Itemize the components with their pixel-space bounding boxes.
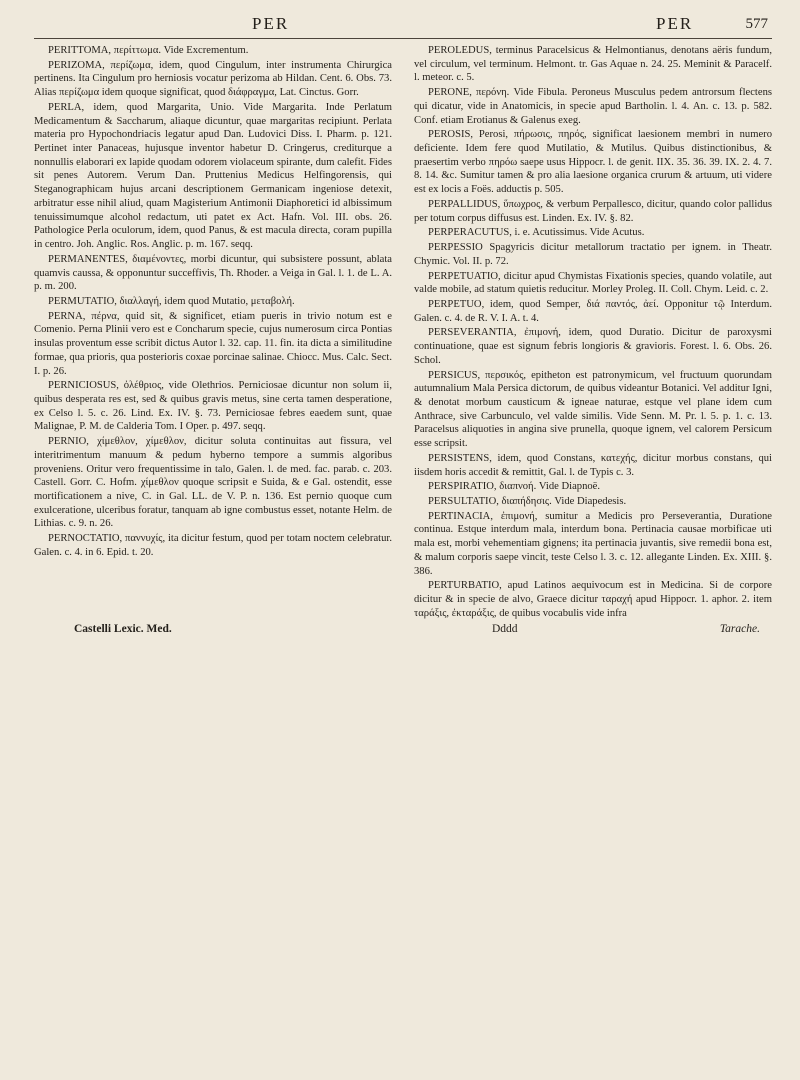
entry-perniciosus: PERNICIOSUS, ὀλέθριος, vide Olethrios. Perniciosae dicuntur non solum ii, quibus desperata res est, sed & quibus gravis metus, sine certa tamen desperatione, ex Celso l. 5. c. 26. Lind. Ex. IV. §. 73. Perniciosae febres eaedem sunt, quae Malignae, P. M. de Calderia Tom. I Oper. p. 497. seqq. — [34, 380, 392, 433]
entry-perittoma: PERITTOMA, περίττωμα. Vide Excrementum. — [48, 45, 249, 56]
entry-perna: PERNA, πέρνα, quid sit, & significet, etiam pueris in trivio notum est e Comenio. Perna Plinii vero est e Concharum specie, cujus numerosum circa Pontias insulas proventum esse scribit dictus Autor l. 32. cap. 11. fin. ita dicta a similitudine formae, qua prioris, qua posterioris coxae porcinae salinae. Chiocc. Mus. Calc. Sect. I. p. 26. — [34, 310, 392, 377]
entry-perpallidus: PERPALLIDUS, ὕπωχρος, & verbum Perpallesco, dicitur, quando color pallidus per totum corpus diffusus est. Linden. Ex. IV. §. 82. — [414, 198, 772, 224]
entry-perturbatio: PERTURBATIO, apud Latinos aequivocum est in Medicina. Si de corpore dicitur & in specie de alvo, Graece dicitur ταραχή apud Hippocr. 1. aphor. 2. item ταράξις, ἐκταράξις, de quibus vocabulis vide infra — [414, 580, 772, 619]
entry-pernoctatio: PERNOCTATIO, παννυχίς, ita dicitur festum, quod per totam noctem celebratur. Galen. c. 4. in 6. Epid. t. 20. — [34, 533, 392, 558]
right-headword: PER — [656, 14, 694, 33]
entry-pernio: PERNIO, χίμεθλον, χίμεθλον, dicitur soluta continuitas aut fissura, vel interitrimentum manuum & pedum hyberno tempore a summis algoribus proveniens. Oritur vero frequentissime in talo, Galen. l. de med. fac. parab. c. 203. Castell. Gorr. C. Hofm. χίμεθλον quoque scripsit e Suida, & e Gal. ostendit, esse mortificationem a nive, C. in Gal. LL. de V. P. n. 136. Est pernio quoque cum exulceratione, ulceribus foratur, tanquam ab igne combustus esset, notante Helm. de Lithias. c. 9. n. 26. — [34, 436, 392, 530]
entry-perpetuo: PERPETUO, idem, quod Semper, διά παντός, ἀεί. Opponitur τῷ Interdum. Galen. c. 4. de R. V. I. A. t. 4. — [414, 298, 772, 324]
entry-persistens: PERSISTENS, idem, quod Constans, κατεχής, dicitur morbus constans, qui iisdem horis accedit & remittit, Gal. l. de Typis c. 3. — [414, 452, 772, 478]
catchword: Tarache. — [719, 623, 760, 636]
entry-perone: PERONE, περόνη. Vide Fibula. Peroneus Musculus pedem antrorsum flectens qui dicatur, vide in Anatomicis, in specie apud Bartholin. l. 4. An. c. 13. p. 582. Conf. etiam Erotianus & Galenus exeg. — [414, 87, 772, 126]
left-headword: PER — [252, 14, 290, 33]
signature-mark: Dddd — [492, 623, 518, 636]
entry-perpessio: PERPESSIO Spagyricis dicitur metallorum tractatio per ignem. in Theatr. Chymic. Vol. II. p. 72. — [414, 242, 772, 267]
entry-perla: PERLA, idem, quod Margarita, Unio. Vide Margarita. Inde Perlatum Medicamentum & Saccharum, aliaque dicuntur, quae margaritas recipiunt. Perlata materia pro Hypochondriacis legatur apud Dan. Ludovici Diss. I. Pharm. p. 121. Pertinet inter Panaceas, hujusque inventor habetur D. Cringerus, crediturque a nonnullis elaborari ex lapide quodam odorem violaceum spirante, dum calefit. Fides sit penes Autorem. Verum Dan. Pruttenius Medicus Helfingorensis, qui Steganographicam hujus arcani descriptionem Germanicam ingeniose detexit, arbitratur esse nihil aliud, quam Magisterium Antimonii Diaphoretici id albissimum tenuissimumque alcohol redactum, uti patet ex Act. Hafn. Vol. III. obs. 26. Pathologice Perla oculorum, idem, quod Panus, & est macula directa, coram pupilla in centro. Joh. Anglic. Ros. Anglic. p. m. 167. seqq. — [34, 101, 392, 251]
entry-permutatio: PERMUTATIO, διαλλαγή, idem quod Mutatio, μεταβολή. — [48, 295, 295, 307]
right-column — [414, 44, 772, 621]
entry-perizoma: PERIZOMA, περίζωμα, idem, quod Cingulum, inter instrumenta Chirurgica pertinens. Ita Cingulum pro herniosis vocatur perizoma ab Hildan. Cent. 6. Obs. 73. Alias περίζωμα idem quoque significat, quod διάφραγμα, Lat. Cinctus. Gorr. — [34, 59, 392, 99]
entry-peroledus: PEROLEDUS, terminus Paracelsicus & Helmontianus, denotans aëris fundum, vel circulum, vel terminum. Helmont. tr. Gas Aquae n. 24. 25. Meminit & Paracelf. l. meteor. c. 5. — [414, 45, 772, 84]
signature-line: Castelli Lexic. Med. — [74, 623, 172, 636]
entry-perperacutus: PERPERACUTUS, i. e. Acutissimus. Vide Acutus. — [428, 227, 645, 239]
running-header — [34, 14, 772, 44]
entry-persultatio: PERSULTATIO, διαπήδησις. Vide Diapedesis. — [428, 496, 627, 507]
entry-perseverantia: PERSEVERANTIA, ἐπιμονή, idem, quod Duratio. Dicitur de paroxysmi continuatione, quae est signum febris longioris & gravioris. Forest. l. 6. Obs. 26. Schol. — [414, 327, 772, 366]
text-columns — [34, 44, 772, 621]
entry-permanentes: PERMANENTES, διαμένοντες, morbi dicuntur, qui subsistere possunt, ablata quamvis caussa, & opponuntur succeffivis, Th. Rhoder. a Veiga in Gal. l. 1. de L. A. p. m. 200. — [34, 253, 392, 293]
page-number: 577 — [745, 16, 768, 32]
page-footer — [34, 623, 772, 635]
left-column — [34, 44, 392, 621]
entry-persicus: PERSICUS, περσικός, epitheton est patronymicum, vel fructuum quorundam autumnalium Mala Persica dictorum, de quibus videantur Botanici. Vel additur Igni, & denotat morbum causticum & igneae naturae, estque vel plane idem cum Anthrace, sive Carbunculo, vel valde similis. Vide Senn. M. Pr. l. 5. p. 1. c. 13. Paracelsus aliquoties in angina sive prunella, quoque ignem, vel calorem Persicum esse scripsit. — [414, 369, 772, 450]
entry-perpetuatio: PERPETUATIO, dicitur apud Chymistas Fixationis species, quando volatile, aut valde mobile, ad statum quietis reducitur. Morley Proleg. II. Coll. Chym. Leid. c. 2. — [414, 270, 772, 296]
header-rule — [34, 38, 772, 39]
entry-pertinacia: PERTINACIA, ἐπιμονή, sumitur a Medicis pro Perseverantia, Duratione continua. Estque interdum mala, interdum bona. Pertinacia causae morbificae uti mala est, morbi vehementiam gignens; ita pertinacia juvantis, sive remedii bona est, & malum corporis saepe vincit, teste Celso l. 3. c. 12. allegante Linden. Ex. XIII. §. 386. — [414, 510, 772, 577]
entry-perosis: PEROSIS, Perosi, πήρωσις, πηρός, significat laesionem membri in numero deficiente. Idem fere quod Mutilatio, & Mutilus. Quibus distinctionibus, & praesertim verbo πηρόω saepe usus Hippocr. l. de genit. IIX. 35. 36. 39. IX. 2. 4. 7. 8. 14. &c. Sumitur tamen & pro alia laesione organica crurum & artuum, uti videre est ex locis a Foës. adductis p. 505. — [414, 129, 772, 196]
entry-perspiratio: PERSPIRATIO, διαπνοή. Vide Diapnoë. — [428, 481, 601, 493]
